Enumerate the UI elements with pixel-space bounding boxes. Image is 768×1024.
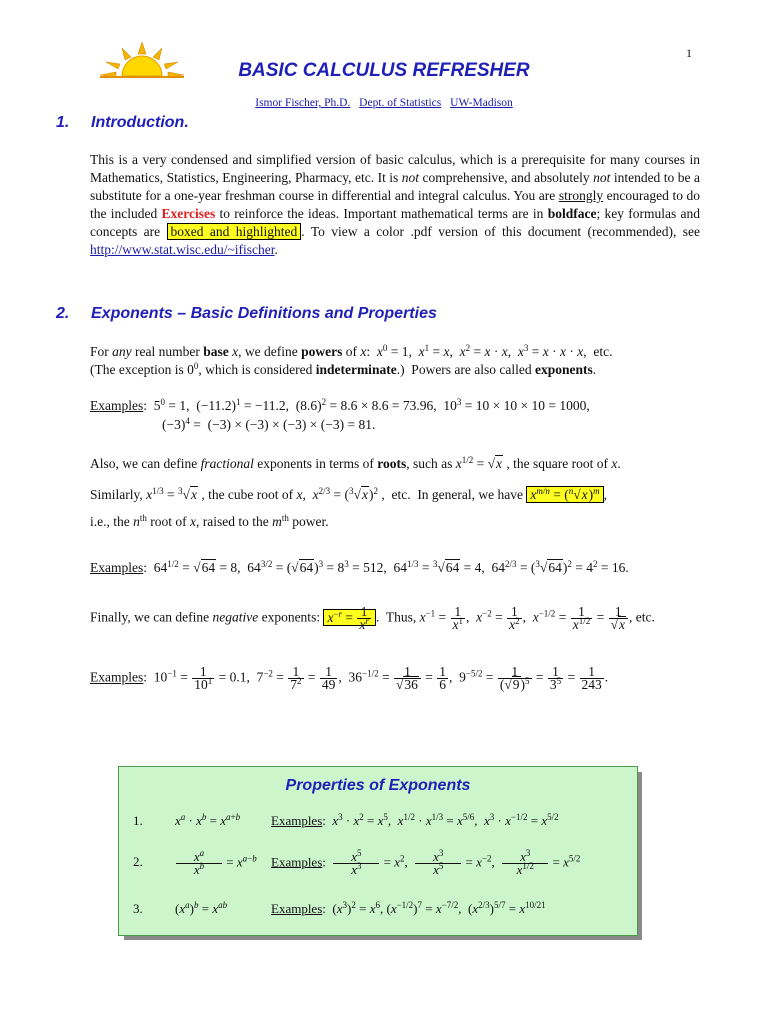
author-link[interactable]: Ismor Fischer, Ph.D. xyxy=(255,97,351,109)
examples-negative: Examples: $10^{-1}$ = $\frac{1}{10^1}$ = 0.1, $7^{-2}$ = $\frac{1}{7^2}$ = $\frac{1}{49}$ , $36^{-1/2}$ = $\frac{1}{√36}$ = $\frac{1}{6}$ , $9^{-5/2}$ = $\frac{1}{(√9)^5}$ = $\frac{1}{3^5}$ = $\frac{1}{243}$ . xyxy=(90,664,609,692)
property-row-2: 2. $\frac{x^a}{x^b}$ = $x^{a-b}$ Examples: $\frac{x^5}{x^3}$ = $x^2$, $\frac{x^3}{x^5}$ = $x^{-2}$, $\frac{x^3}{x^{1/2}}$ = $x^{5/2}$ xyxy=(133,848,581,877)
powers-definition: For any real number base x, we define powers of x: $x^0 = 1$, $x^1 = x$, $x^2 = x \cdot x$, $x^3 = x \cdot x \cdot x$, etc. xyxy=(90,343,613,359)
properties-box xyxy=(118,766,638,936)
examples-powers-2: $(-3)^4 = (-3) \times (-3) \times (-3) \times (-3) = 81$. xyxy=(162,416,376,432)
properties-title: Properties of Exponents xyxy=(285,777,471,794)
document-title: BASIC CALCULUS REFRESHER xyxy=(238,60,530,81)
intro-paragraph: This is a very condensed and simplified version of basic calculus, which is a prerequisite for many courses in Mathematics, Statistics, Engineering, Pharmacy, etc. It is not comprehensive, and absolutely not intended to be a substitute for a one-year freshman course in differential and integral calculus. You are strongly encouraged to do the included Exercises to reinforce the ideas. Important mathematical terms are in boldface; key formulas and concepts are boxed and highlighted . To view a color .pdf version of this document (recommended), see http://www.stat.wisc.edu/~ifischer. xyxy=(90,152,700,257)
section-1-heading: 1. Introduction. xyxy=(56,114,189,131)
indeterminate-note: (The exception is $0^0$, which is considered indeterminate.) Powers are also called exponents. xyxy=(90,361,597,377)
cube-root-line: Similarly, $x^{1/3} = ^3√x$ , the cube root of x, $x^{2/3} = (^3√x)^2$ , etc. In general, we have $x^{m/n} = (^n√x)^m$ , xyxy=(90,486,608,502)
examples-powers: Examples: $5^0 = 1$, $(-11.2)^1 = -11.2$, $(8.6)^2 = 8.6 \times 8.6 = 73.96$, $10^3 = 10 \times 10 \times 10 = 1000$, xyxy=(90,397,590,413)
author-line xyxy=(0,97,768,109)
department-link[interactable]: Dept. of Statistics xyxy=(359,97,442,109)
exercises-term: Exercises xyxy=(161,206,216,221)
page-number: 1 xyxy=(686,46,692,60)
boxed-highlighted-sample: boxed and highlighted xyxy=(167,223,302,240)
property-row-1: 1. $x^a \cdot x^b = x^{a+b}$ Examples: $x^3 \cdot x^2 = x^5$, $x^{1/2} \cdot x^{1/3} = x^{5/6}$, $x^3 \cdot x^{-1/2} = x^{5/2}$ xyxy=(133,812,559,828)
negative-exponents: Finally, we can define negative exponents: $x^{-r}$ = $\frac{1}{x^r}$ . Thus, $x^{-1}$ = $\frac{1}{x^1}$ , $x^{-2}$ = $\frac{1}{x^2}$ , $x^{-1/2}$ = $\frac{1}{x^{1/2}}$ = $\frac{1}{√x}$ , etc. xyxy=(90,604,655,632)
nth-root-note: i.e., the $n^{th}$ root of x, raised to the $m^{th}$ power. xyxy=(90,513,329,529)
examples-roots: Examples: $64^{1/2} = √64 = 8$, $64^{3/2} = (√64)^3 = 8^3 = 512$, $64^{1/3} = ^3√64 = 4$, $64^{2/3} = (^3√64)^2 = 4^2 = 16$. xyxy=(90,559,629,575)
section-2-heading: 2. Exponents – Basic Definitions and Properties xyxy=(56,305,437,322)
university-link[interactable]: UW-Madison xyxy=(450,97,513,109)
negative-exponent-formula: $x^{-r}$ = $\frac{1}{x^r}$ xyxy=(323,609,375,626)
url-link[interactable]: http://www.stat.wisc.edu/~ifischer xyxy=(90,242,275,257)
general-root-formula: $x^{m/n} = (^n√x)^m$ xyxy=(526,486,603,503)
property-row-3: 3. $(x^a)^b = x^{ab}$ Examples: $(x^3)^2 = x^6$, $(x^{-1/2})^7 = x^{-7/2}$, $(x^{2/3})^{5/7} = x^{10/21}$ xyxy=(133,900,546,916)
fractional-exponents: Also, we can define fractional exponents in terms of roots, such as $x^{1/2} = √x$ , the square root of x. xyxy=(90,455,621,471)
